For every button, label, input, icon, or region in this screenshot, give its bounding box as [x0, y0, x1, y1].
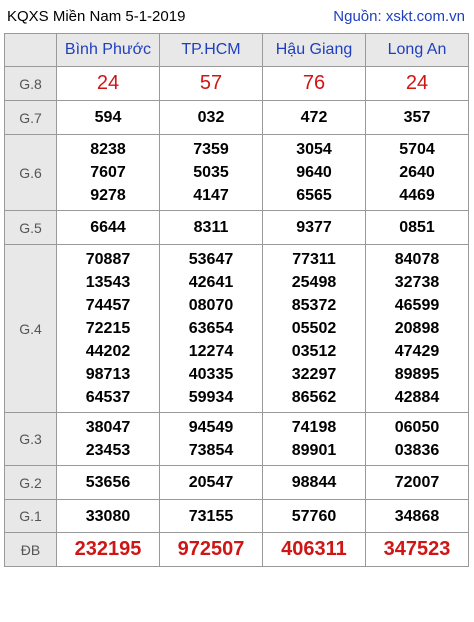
prize-number: 94549 [188, 419, 234, 436]
prize-number: 40335 [188, 366, 234, 383]
prize-label: G.7 [5, 101, 57, 135]
prize-number: 74198 [291, 419, 337, 436]
prize-number: 594 [94, 109, 122, 126]
prize-number: 74457 [85, 297, 131, 314]
prize-number: 84078 [394, 251, 440, 268]
prize-cell [160, 245, 263, 413]
prize-number: 357 [403, 109, 431, 126]
prize-number: 63654 [188, 320, 234, 337]
prize-number: 9278 [90, 187, 126, 204]
prize-cell [57, 135, 160, 211]
prize-number: 46599 [394, 297, 440, 314]
prize-number: 34868 [394, 507, 440, 525]
prize-label: G.5 [5, 211, 57, 245]
prize-row [5, 67, 469, 101]
prize-number: 33080 [85, 507, 131, 525]
prize-label: G.8 [5, 67, 57, 101]
prize-number: 4147 [193, 187, 229, 204]
prize-number: 5035 [193, 164, 229, 181]
prize-cell [366, 500, 469, 533]
prize-label: ĐB [5, 533, 57, 567]
prize-number: 13543 [85, 274, 131, 291]
page-title: KQXS Miền Nam 5-1-2019 [7, 8, 186, 25]
prize-number: 47429 [394, 343, 440, 360]
prize-cell [57, 67, 160, 101]
prize-label: G.1 [5, 500, 57, 533]
results-table [4, 33, 469, 567]
prize-number: 25498 [291, 274, 337, 291]
prize-number: 9640 [296, 164, 332, 181]
prize-number: 472 [300, 109, 328, 126]
prize-number: 24 [405, 72, 429, 94]
prize-row [5, 245, 469, 413]
prize-label: G.4 [5, 245, 57, 413]
prize-row [5, 211, 469, 245]
prize-number: 4469 [399, 187, 435, 204]
prize-number: 98713 [85, 366, 131, 383]
prize-cell [160, 466, 263, 500]
prize-number: 85372 [291, 297, 337, 314]
prize-number: 9377 [296, 219, 332, 236]
prize-number: 05502 [291, 320, 337, 337]
prize-cell [160, 533, 263, 567]
prize-number: 06050 [394, 419, 440, 436]
province-header-long-an[interactable]: Long An [366, 34, 469, 67]
prize-number: 44202 [85, 343, 131, 360]
prize-cell [57, 500, 160, 533]
province-header-binh-phuoc[interactable]: Bình Phước [57, 34, 160, 67]
prize-number: 12274 [188, 343, 234, 360]
prize-number: 20547 [188, 474, 234, 491]
prize-cell [160, 211, 263, 245]
prize-row [5, 135, 469, 211]
prize-number: 347523 [383, 538, 451, 560]
prize-number: 032 [197, 109, 225, 126]
prize-number: 53647 [188, 251, 234, 268]
prize-number: 23453 [85, 442, 131, 459]
prize-number: 59934 [188, 389, 234, 406]
prize-number: 8238 [90, 141, 126, 158]
prize-number: 32738 [394, 274, 440, 291]
prize-cell [263, 466, 366, 500]
prize-cell [57, 101, 160, 135]
prize-cell [263, 211, 366, 245]
prize-number: 42884 [394, 389, 440, 406]
prize-cell [263, 245, 366, 413]
prize-number: 0851 [399, 219, 435, 236]
prize-number: 7607 [90, 164, 126, 181]
prize-row [5, 533, 469, 567]
province-header-hau-giang[interactable]: Hậu Giang [263, 34, 366, 67]
prize-cell [366, 67, 469, 101]
prize-number: 86562 [291, 389, 337, 406]
prize-number: 03512 [291, 343, 337, 360]
prize-cell [160, 413, 263, 466]
prize-number: 42641 [188, 274, 234, 291]
prize-number: 6565 [296, 187, 332, 204]
prize-number: 8311 [193, 219, 229, 236]
header-corner-cell [5, 34, 57, 67]
prize-cell [57, 245, 160, 413]
prize-cell [263, 533, 366, 567]
prize-label: G.3 [5, 413, 57, 466]
province-header-row [5, 34, 469, 67]
prize-number: 77311 [292, 251, 336, 268]
prize-cell [366, 101, 469, 135]
prize-label: G.6 [5, 135, 57, 211]
prize-number: 57760 [291, 507, 337, 525]
prize-number: 6644 [90, 219, 126, 236]
source-link[interactable]: Nguồn: xskt.com.vn [333, 8, 465, 25]
prize-row [5, 500, 469, 533]
prize-cell [57, 533, 160, 567]
prize-number: 57 [199, 72, 223, 94]
prize-cell [263, 135, 366, 211]
prize-number: 72007 [394, 474, 440, 491]
prize-cell [263, 67, 366, 101]
prize-cell [263, 413, 366, 466]
prize-number: 7359 [193, 141, 229, 158]
prize-row [5, 466, 469, 500]
prize-cell [160, 101, 263, 135]
prize-number: 232195 [74, 538, 142, 560]
prize-cell [57, 466, 160, 500]
prize-number: 38047 [85, 419, 131, 436]
prize-number: 72215 [85, 320, 131, 337]
prize-row [5, 101, 469, 135]
prize-number: 73854 [188, 442, 234, 459]
prize-cell [160, 67, 263, 101]
prize-number: 76 [302, 72, 326, 94]
prize-number: 5704 [399, 141, 435, 158]
prize-number: 53656 [85, 474, 131, 491]
prize-row [5, 413, 469, 466]
title-bar [4, 0, 468, 33]
prize-number: 03836 [394, 442, 440, 459]
prize-number: 406311 [281, 538, 347, 560]
prize-number: 24 [96, 72, 120, 94]
prize-cell [366, 135, 469, 211]
prize-cell [366, 211, 469, 245]
prize-number: 89901 [291, 442, 337, 459]
prize-cell [366, 413, 469, 466]
prize-cell [263, 500, 366, 533]
prize-cell [57, 211, 160, 245]
prize-number: 73155 [188, 507, 234, 525]
prize-number: 98844 [291, 474, 337, 491]
prize-number: 89895 [394, 366, 440, 383]
prize-cell [160, 135, 263, 211]
prize-cell [366, 533, 469, 567]
prize-cell [366, 466, 469, 500]
prize-number: 20898 [394, 320, 440, 337]
province-header-tphcm[interactable]: TP.HCM [160, 34, 263, 67]
prize-cell [57, 413, 160, 466]
prize-number: 972507 [177, 538, 245, 560]
results-container [4, 0, 468, 567]
prize-cell [263, 101, 366, 135]
prize-number: 32297 [291, 366, 337, 383]
prize-number: 08070 [188, 297, 234, 314]
prize-cell [366, 245, 469, 413]
prize-number: 2640 [399, 164, 435, 181]
prize-number: 3054 [296, 141, 332, 158]
prize-cell [160, 500, 263, 533]
prize-number: 64537 [85, 389, 131, 406]
prize-label: G.2 [5, 466, 57, 500]
prize-number: 70887 [85, 251, 131, 268]
